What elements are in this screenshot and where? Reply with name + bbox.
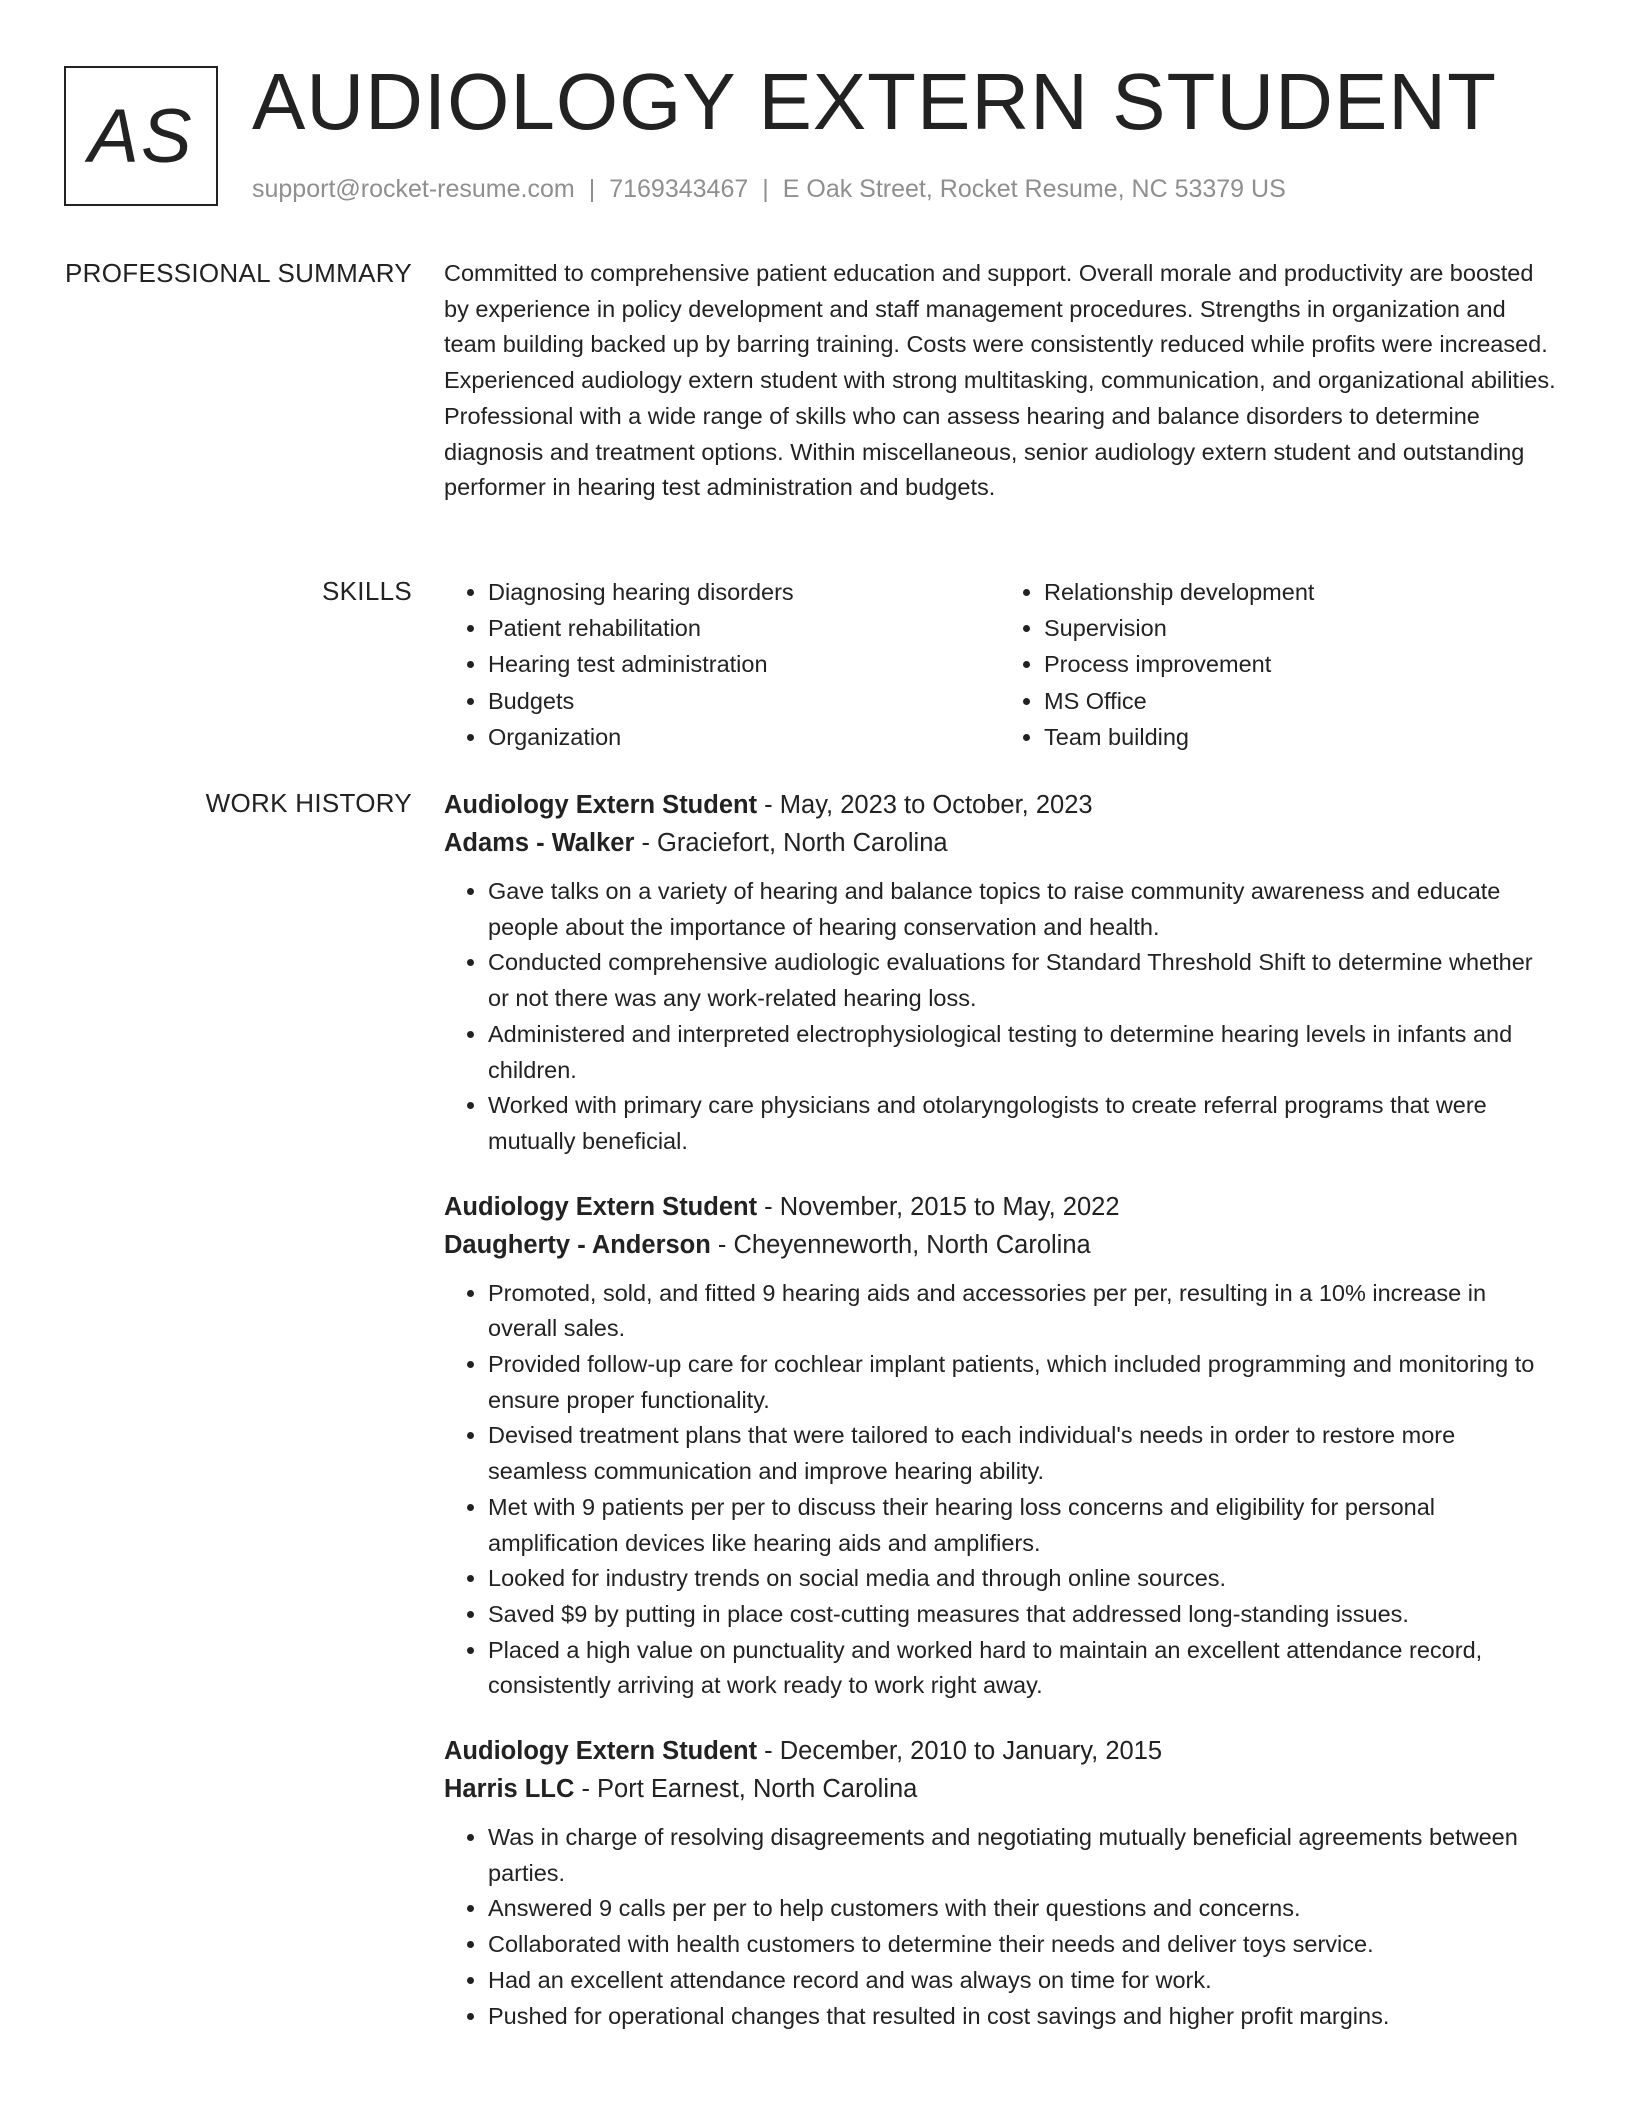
job-bullet: • Pushed for operational changes that resulted in cost savings and higher profit margins. [488, 1999, 1556, 2035]
job-location: Port Earnest, North Carolina [597, 1775, 918, 1804]
job-bullet: • Looked for industry trends on social media and through online sources. [488, 1561, 1556, 1597]
job-dates: December, 2010 to January, 2015 [779, 1737, 1163, 1766]
skills-heading: SKILLS [322, 576, 412, 606]
job-company: Daugherty - Anderson [444, 1230, 711, 1259]
skills-list-left [444, 574, 1000, 755]
job-title-line: Audiology Extern Student - May, 2023 to October, 2023 [444, 791, 1093, 819]
job-title-line: Audiology Extern Student - December, 2010 to January, 2015 [444, 1737, 1163, 1766]
job-company-line: Adams - Walker - Graciefort, North Carolina [444, 829, 948, 857]
skill-item: • Budgets [488, 683, 1000, 719]
contact-email[interactable]: support@rocket-resume.com [252, 175, 575, 203]
job-bullet: • Placed a high value on punctuality and worked hard to maintain an excellent attendance record, consistently arriving at work ready to work right away. [488, 1633, 1556, 1704]
skill-item: • Diagnosing hearing disorders [488, 574, 1000, 610]
summary-text: Committed to comprehensive patient education and support. Overall morale and productivity are boosted by experience in policy development and staff management procedures. Strengths in organization and team building backed up by barring training. Costs were consistently reduced while profits were increased. Experienced audiology extern student with strong multitasking, communication, and organizational abilities. Professional with a wide range of skills who can assess hearing and balance disorders to determine diagnosis and treatment options. Within miscellaneous, senior audiology extern student and outstanding performer in hearing test administration and budgets. [444, 260, 1556, 501]
job-entry [444, 786, 1556, 1160]
job-entry [444, 1732, 1556, 2034]
skill-item: • Team building [1044, 719, 1556, 755]
job-bullet: • Collaborated with health customers to determine their needs and deliver toys service. [488, 1927, 1556, 1963]
skill-item: • Relationship development [1044, 574, 1556, 610]
job-bullet: • Gave talks on a variety of hearing and balance topics to raise community awareness and educate people about the importance of hearing conservation and health. [488, 874, 1556, 945]
job-bullet-list [444, 1820, 1556, 2034]
job-bullet: • Worked with primary care physicians and otolaryngologists to create referral programs that were mutually beneficial. [488, 1088, 1556, 1159]
job-bullet: • Was in charge of resolving disagreements and negotiating mutually beneficial agreements between parties. [488, 1820, 1556, 1891]
job-bullet: • Provided follow-up care for cochlear implant patients, which included programming and monitoring to ensure proper functionality. [488, 1347, 1556, 1418]
contact-separator: | [762, 175, 769, 203]
job-bullet: • Conducted comprehensive audiologic evaluations for Standard Threshold Shift to determine whether or not there was any work-related hearing loss. [488, 945, 1556, 1016]
monogram-logo: AS [64, 66, 218, 206]
job-bullet: • Had an excellent attendance record and was always on time for work. [488, 1963, 1556, 1999]
skill-item: • Patient rehabilitation [488, 610, 1000, 646]
job-bullet: • Promoted, sold, and fitted 9 hearing aids and accessories per per, resulting in a 10% increase in overall sales. [488, 1276, 1556, 1347]
job-location: Cheyenneworth, North Carolina [733, 1230, 1091, 1259]
job-dates: November, 2015 to May, 2022 [779, 1192, 1120, 1221]
skill-item: • Hearing test administration [488, 646, 1000, 682]
job-entry [444, 1188, 1556, 1704]
job-bullet-list [444, 874, 1556, 1160]
contact-address: E Oak Street, Rocket Resume, NC 53379 US [782, 175, 1286, 203]
work-history-heading: WORK HISTORY [205, 788, 412, 818]
contact-phone[interactable]: 7169343467 [609, 175, 749, 203]
skills-list-right [1000, 574, 1556, 755]
skill-item: • MS Office [1044, 683, 1556, 719]
job-bullet: • Saved $9 by putting in place cost-cutting measures that addressed long-standing issues. [488, 1597, 1556, 1633]
skill-item: • Process improvement [1044, 646, 1556, 682]
job-company-line: Harris LLC - Port Earnest, North Carolina [444, 1775, 918, 1804]
job-bullet: • Devised treatment plans that were tailored to each individual's needs in order to restore more seamless communication and improve hearing ability. [488, 1418, 1556, 1489]
job-role: Audiology Extern Student [444, 1737, 758, 1766]
job-bullet: • Met with 9 patients per per to discuss their hearing loss concerns and eligibility for personal amplification devices like hearing aids and amplifiers. [488, 1490, 1556, 1561]
job-bullet: • Administered and interpreted electrophysiological testing to determine hearing levels in infants and children. [488, 1017, 1556, 1088]
skill-item: • Supervision [1044, 610, 1556, 646]
contact-line [252, 172, 1286, 206]
candidate-name: AUDIOLOGY EXTERN STUDENT [252, 57, 1497, 146]
job-dates: May, 2023 to October, 2023 [779, 791, 1093, 819]
job-company: Harris LLC [444, 1775, 575, 1804]
contact-separator: | [588, 175, 596, 203]
job-role: Audiology Extern Student [444, 791, 758, 819]
job-bullet-list [444, 1276, 1556, 1704]
summary-heading: PROFESSIONAL SUMMARY [65, 258, 412, 288]
job-company-line: Daugherty - Anderson - Cheyenneworth, North Carolina [444, 1230, 1091, 1259]
job-location: Graciefort, North Carolina [657, 829, 948, 857]
job-bullet: • Answered 9 calls per per to help customers with their questions and concerns. [488, 1891, 1556, 1927]
job-title-line: Audiology Extern Student - November, 2015 to May, 2022 [444, 1192, 1120, 1221]
job-company: Adams - Walker [444, 829, 635, 857]
job-role: Audiology Extern Student [444, 1192, 758, 1221]
skill-item: • Organization [488, 719, 1000, 755]
